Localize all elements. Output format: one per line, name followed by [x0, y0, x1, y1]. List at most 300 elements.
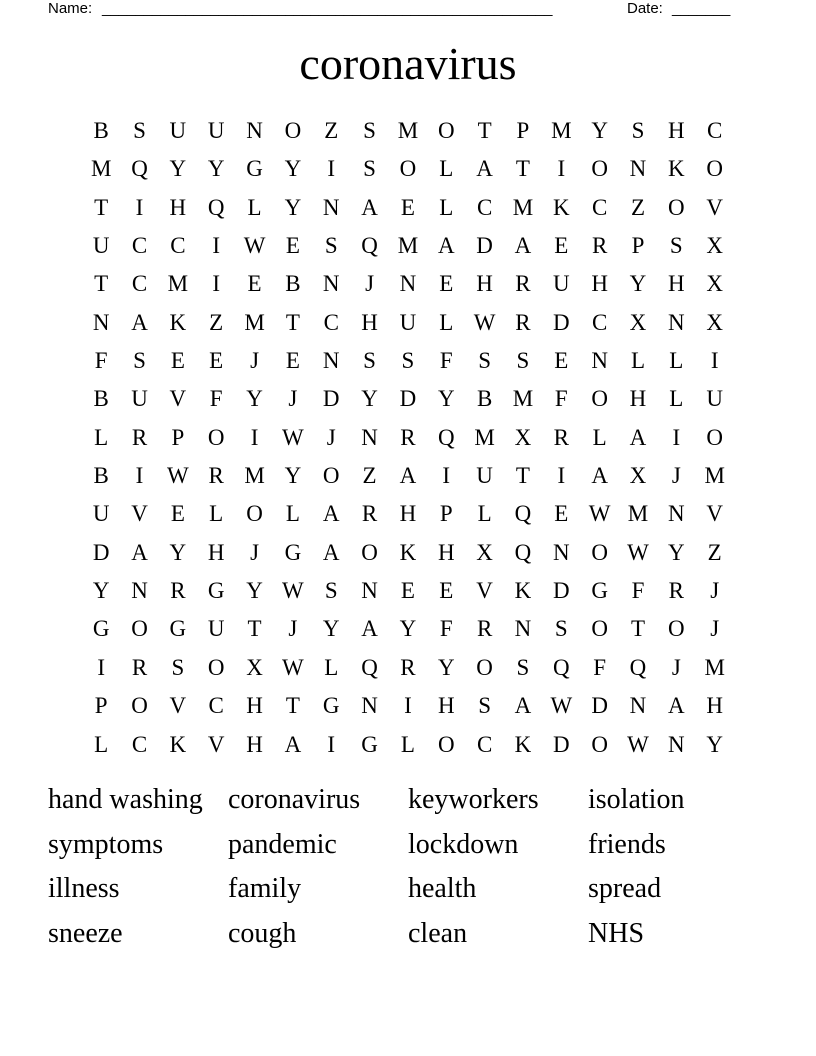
grid-letter[interactable]: D [552, 731, 570, 757]
grid-letter[interactable]: C [323, 309, 339, 335]
grid-letter[interactable]: U [207, 616, 225, 642]
grid-letter[interactable]: V [207, 731, 225, 757]
grid-letter[interactable]: X [514, 424, 532, 450]
grid-letter[interactable]: X [476, 539, 493, 565]
grid-letter[interactable]: A [437, 233, 455, 259]
grid-letter[interactable]: E [247, 271, 262, 297]
grid-letter[interactable]: X [706, 271, 723, 297]
grid-letter[interactable]: O [591, 156, 608, 182]
grid-letter[interactable]: H [246, 693, 263, 719]
grid-letter[interactable]: D [591, 693, 608, 719]
grid-letter[interactable]: I [327, 731, 336, 757]
grid-letter[interactable]: O [591, 616, 608, 642]
grid-letter[interactable]: A [399, 463, 417, 489]
grid-letter[interactable]: K [668, 156, 685, 182]
grid-letter[interactable]: Y [437, 386, 455, 412]
grid-letter[interactable]: F [94, 348, 108, 374]
grid-letter[interactable]: O [399, 156, 417, 182]
grid-letter[interactable]: K [169, 309, 187, 335]
grid-letter[interactable]: F [439, 348, 453, 374]
grid-letter[interactable]: E [285, 348, 300, 374]
grid-letter[interactable]: O [131, 693, 148, 719]
grid-letter[interactable]: M [512, 386, 534, 412]
grid-letter[interactable]: O [131, 616, 148, 642]
grid-letter[interactable]: W [627, 731, 649, 757]
grid-letter[interactable]: M [90, 156, 112, 182]
grid-letter[interactable]: S [631, 118, 645, 143]
grid-letter[interactable]: O [284, 118, 302, 143]
grid-letter[interactable]: A [514, 233, 532, 259]
grid-letter[interactable]: R [553, 424, 569, 450]
grid-letter[interactable]: Y [207, 156, 225, 182]
grid-letter[interactable]: Y [169, 539, 187, 565]
grid-letter[interactable]: A [629, 424, 647, 450]
grid-letter[interactable]: N [361, 424, 378, 450]
grid-letter[interactable]: M [244, 309, 265, 335]
grid-letter[interactable]: E [554, 233, 569, 259]
grid-letter[interactable]: T [630, 616, 646, 642]
grid-letter[interactable]: Q [131, 156, 148, 182]
grid-letter[interactable]: O [207, 424, 225, 450]
word-bank-item: symptoms [48, 828, 164, 860]
grid-letter[interactable]: L [439, 194, 454, 220]
grid-letter[interactable]: H [437, 693, 455, 719]
grid-letter[interactable]: D [322, 386, 340, 412]
grid-letter[interactable]: M [704, 654, 725, 680]
grid-letter[interactable]: X [629, 463, 647, 489]
grid-letter[interactable]: E [554, 348, 569, 374]
grid-letter[interactable]: H [668, 118, 685, 143]
grid-letter[interactable]: E [170, 348, 185, 374]
grid-letter[interactable]: G [361, 731, 378, 757]
grid-letter[interactable]: D [552, 578, 570, 604]
grid-letter[interactable]: A [668, 693, 685, 719]
grid-letter[interactable]: H [437, 539, 455, 565]
grid-letter[interactable]: A [322, 539, 340, 565]
grid-letter[interactable]: C [591, 309, 608, 335]
grid-letter[interactable]: S [324, 578, 338, 604]
grid-letter[interactable]: H [591, 271, 608, 297]
grid-letter[interactable]: G [246, 156, 263, 182]
grid-letter[interactable]: D [552, 309, 570, 335]
grid-letter[interactable]: P [439, 501, 453, 527]
grid-letter[interactable]: E [170, 501, 185, 527]
grid-letter[interactable]: I [672, 424, 681, 450]
grid-letter[interactable]: H [629, 386, 647, 412]
grid-letter[interactable]: R [668, 578, 684, 604]
grid-letter[interactable]: I [97, 654, 105, 680]
grid-letter[interactable]: Y [399, 616, 417, 642]
grid-letter[interactable]: W [282, 424, 304, 450]
grid-letter[interactable]: R [591, 233, 608, 259]
grid-letter[interactable]: Q [207, 194, 225, 220]
grid-letter[interactable]: S [478, 693, 491, 719]
grid-letter[interactable]: K [552, 194, 570, 220]
grid-letter[interactable]: F [209, 386, 223, 412]
grid-letter[interactable]: G [284, 539, 302, 565]
date-field-line[interactable]: _______ [672, 0, 731, 17]
grid-letter[interactable]: Y [92, 578, 110, 604]
grid-letter[interactable]: U [207, 118, 225, 143]
grid-letter[interactable]: J [288, 386, 298, 412]
grid-letter[interactable]: T [94, 194, 109, 220]
grid-letter[interactable]: N [361, 578, 378, 604]
grid-letter[interactable]: J [710, 578, 720, 604]
grid-letter[interactable]: A [476, 156, 493, 182]
grid-letter[interactable]: A [361, 616, 378, 642]
grid-letter[interactable]: S [133, 118, 146, 143]
grid-letter[interactable]: R [400, 424, 416, 450]
grid-letter[interactable]: N [552, 539, 570, 565]
grid-letter[interactable]: N [322, 194, 340, 220]
grid-letter[interactable]: V [706, 501, 723, 527]
grid-letter[interactable]: Q [552, 654, 570, 680]
grid-letter[interactable]: X [706, 309, 723, 335]
grid-letter[interactable]: B [285, 271, 301, 297]
grid-letter[interactable]: T [515, 463, 530, 489]
grid-letter[interactable]: N [668, 309, 685, 335]
grid-letter[interactable]: S [133, 348, 146, 374]
grid-letter[interactable]: Q [361, 654, 378, 680]
grid-letter[interactable]: C [131, 731, 148, 757]
grid-letter[interactable]: H [476, 271, 493, 297]
grid-letter[interactable]: W [282, 578, 304, 604]
grid-letter[interactable]: I [212, 271, 221, 297]
word-bank-item: friends [588, 828, 666, 860]
grid-letter[interactable]: D [476, 233, 493, 259]
grid-letter[interactable]: S [478, 348, 491, 374]
grid-letter[interactable]: C [707, 118, 723, 143]
grid-letter[interactable]: T [247, 616, 262, 642]
grid-letter[interactable]: Y [437, 654, 455, 680]
header-line [48, 0, 740, 20]
grid-letter[interactable]: W [627, 539, 649, 565]
grid-letter[interactable]: T [285, 693, 300, 719]
grid-letter[interactable]: I [557, 156, 566, 182]
grid-letter[interactable]: F [554, 386, 568, 412]
word-bank-item: sneeze [48, 918, 123, 950]
grid-letter[interactable]: J [326, 424, 336, 450]
grid-letter[interactable]: J [250, 348, 260, 374]
grid-letter[interactable]: W [167, 463, 189, 489]
grid-letter[interactable]: L [247, 194, 262, 220]
grid-letter[interactable]: I [135, 463, 144, 489]
grid-letter[interactable]: R [361, 501, 378, 527]
name-field-line[interactable]: ______________________________________________________ [102, 0, 553, 17]
grid-letter[interactable]: G [169, 616, 187, 642]
grid-letter[interactable]: I [212, 233, 221, 259]
grid-letter[interactable]: I [404, 693, 412, 719]
grid-letter[interactable]: Q [361, 233, 378, 259]
grid-letter[interactable]: M [551, 118, 572, 143]
grid-letter[interactable]: J [288, 616, 298, 642]
grid-letter[interactable]: R [515, 309, 531, 335]
grid-letter[interactable]: B [93, 118, 109, 143]
grid-letter[interactable]: S [669, 233, 683, 259]
grid-letter[interactable]: H [399, 501, 417, 527]
grid-letter[interactable]: X [629, 309, 647, 335]
grid-letter[interactable]: G [322, 693, 340, 719]
grid-letter[interactable]: S [363, 156, 376, 182]
name-label: Name: [48, 0, 93, 17]
grid-letter[interactable]: C [591, 194, 608, 220]
grid-letter[interactable]: U [92, 501, 110, 527]
grid-letter[interactable]: E [209, 348, 224, 374]
grid-letter[interactable]: S [171, 654, 185, 680]
grid-letter[interactable]: G [591, 578, 608, 604]
grid-letter[interactable]: S [401, 348, 415, 374]
grid-letter[interactable]: V [131, 501, 148, 527]
grid-letter[interactable]: U [131, 386, 148, 412]
grid-letter[interactable]: Y [361, 386, 378, 412]
grid-letter[interactable]: O [437, 731, 455, 757]
grid-letter[interactable]: H [169, 194, 187, 220]
grid-letter[interactable]: B [476, 386, 493, 412]
grid-letter[interactable]: R [400, 654, 416, 680]
grid-letter[interactable]: G [92, 616, 110, 642]
grid-letter[interactable]: S [516, 654, 530, 680]
grid-letter[interactable]: E [285, 233, 300, 259]
grid-letter[interactable]: A [361, 194, 378, 220]
grid-letter[interactable]: A [284, 731, 302, 757]
grid-letter[interactable]: L [209, 501, 224, 527]
grid-letter[interactable]: O [476, 654, 493, 680]
grid-letter[interactable]: K [514, 731, 532, 757]
grid-letter[interactable]: Y [591, 118, 608, 143]
grid-letter[interactable]: M [167, 271, 189, 297]
grid-letter[interactable]: T [477, 118, 492, 143]
grid-letter[interactable]: F [439, 616, 453, 642]
grid-letter[interactable]: B [93, 386, 109, 412]
grid-letter[interactable]: A [131, 309, 148, 335]
grid-letter[interactable]: Z [630, 194, 646, 220]
grid-letter[interactable]: L [400, 731, 415, 757]
grid-letter[interactable]: O [706, 156, 723, 182]
grid-letter[interactable]: P [171, 424, 185, 450]
grid-letter[interactable]: O [361, 539, 378, 565]
grid-letter[interactable]: Y [706, 731, 723, 757]
grid-letter[interactable]: N [92, 309, 110, 335]
grid-letter[interactable]: S [363, 348, 376, 374]
grid-letter[interactable]: M [397, 118, 419, 143]
grid-letter[interactable]: C [131, 233, 148, 259]
grid-letter[interactable]: N [131, 578, 148, 604]
grid-letter[interactable]: W [243, 233, 266, 259]
grid-letter[interactable]: H [246, 731, 263, 757]
grid-letter[interactable]: R [208, 463, 224, 489]
grid-letter[interactable]: S [324, 233, 338, 259]
grid-letter[interactable]: T [285, 309, 300, 335]
grid-letter[interactable]: C [208, 693, 224, 719]
grid-letter[interactable]: M [627, 501, 649, 527]
grid-letter[interactable]: J [710, 616, 720, 642]
grid-letter[interactable]: C [476, 731, 493, 757]
grid-letter[interactable]: A [322, 501, 340, 527]
grid-letter[interactable]: L [439, 156, 454, 182]
word-bank-item: spread [588, 873, 662, 905]
word-bank-item: health [408, 873, 477, 905]
grid-letter[interactable]: M [244, 463, 265, 489]
grid-letter[interactable]: E [439, 578, 454, 604]
grid-letter[interactable]: N [514, 616, 532, 642]
grid-letter[interactable]: O [591, 731, 608, 757]
grid-letter[interactable]: R [131, 424, 148, 450]
grid-letter[interactable]: P [631, 233, 645, 259]
grid-letter[interactable]: R [476, 616, 493, 642]
grid-letter[interactable]: W [473, 309, 496, 335]
grid-letter[interactable]: H [706, 693, 723, 719]
grid-letter[interactable]: Y [169, 156, 187, 182]
grid-letter[interactable]: L [669, 348, 684, 374]
grid-letter[interactable]: M [512, 194, 534, 220]
grid-letter[interactable]: I [442, 463, 451, 489]
grid-letter[interactable]: S [554, 616, 568, 642]
grid-letter[interactable]: E [400, 578, 415, 604]
grid-letter[interactable]: N [322, 271, 340, 297]
grid-letter[interactable]: O [706, 424, 723, 450]
grid-letter[interactable]: M [397, 233, 419, 259]
grid-letter[interactable]: J [671, 463, 681, 489]
grid-letter[interactable]: R [170, 578, 186, 604]
word-bank-item: hand washing [48, 784, 203, 815]
grid-letter[interactable]: I [135, 194, 144, 220]
grid-letter[interactable]: Q [629, 654, 647, 680]
grid-letter[interactable]: Z [324, 118, 339, 143]
grid-letter[interactable]: S [363, 118, 376, 143]
grid-letter[interactable]: V [706, 194, 723, 220]
grid-letter[interactable]: U [92, 233, 110, 259]
grid-letter[interactable]: H [668, 271, 685, 297]
grid-letter[interactable]: N [361, 693, 378, 719]
grid-letter[interactable]: K [514, 578, 532, 604]
grid-letter[interactable]: A [591, 463, 608, 489]
grid-letter[interactable]: D [92, 539, 110, 565]
grid-letter[interactable]: E [554, 501, 569, 527]
grid-letter[interactable]: B [93, 463, 109, 489]
grid-letter[interactable]: Y [284, 194, 302, 220]
grid-letter[interactable]: Z [707, 539, 722, 565]
grid-letter[interactable]: X [706, 233, 723, 259]
grid-letter[interactable]: C [131, 271, 148, 297]
grid-letter[interactable]: N [246, 118, 263, 143]
grid-letter[interactable]: O [668, 194, 685, 220]
grid-letter[interactable]: L [94, 731, 109, 757]
grid-letter[interactable]: F [593, 654, 607, 680]
grid-letter[interactable]: O [246, 501, 263, 527]
grid-letter[interactable]: L [439, 309, 454, 335]
grid-letter[interactable]: N [399, 271, 417, 297]
grid-letter[interactable]: Y [284, 463, 302, 489]
grid-letter[interactable]: G [207, 578, 225, 604]
grid-letter[interactable]: O [437, 118, 455, 143]
grid-letter[interactable]: U [399, 309, 417, 335]
grid-letter[interactable]: L [94, 424, 109, 450]
grid-letter[interactable]: F [631, 578, 645, 604]
grid-letter[interactable]: J [671, 654, 681, 680]
grid-letter[interactable]: I [327, 156, 336, 182]
grid-letter[interactable]: X [246, 654, 263, 680]
grid-letter[interactable]: H [361, 309, 378, 335]
grid-letter[interactable]: Y [284, 156, 302, 182]
grid-letter[interactable]: L [592, 424, 607, 450]
grid-letter[interactable]: I [710, 348, 719, 374]
grid-letter[interactable]: L [285, 501, 300, 527]
grid-letter[interactable]: N [668, 731, 685, 757]
grid-letter[interactable]: Y [246, 386, 263, 412]
grid-letter[interactable]: Y [668, 539, 685, 565]
grid-letter[interactable]: N [591, 348, 608, 374]
grid-letter[interactable]: T [515, 156, 530, 182]
grid-letter[interactable]: P [94, 693, 108, 719]
grid-letter[interactable]: I [557, 463, 566, 489]
grid-letter[interactable]: E [439, 271, 454, 297]
grid-letter[interactable]: W [282, 654, 304, 680]
page-title: coronavirus [299, 38, 517, 89]
grid-letter[interactable]: C [170, 233, 186, 259]
grid-letter[interactable]: L [669, 386, 684, 412]
grid-letter[interactable]: T [94, 271, 109, 297]
grid-letter[interactable]: Q [514, 501, 532, 527]
grid-letter[interactable]: W [550, 693, 573, 719]
grid-letter[interactable]: Y [322, 616, 340, 642]
grid-letter[interactable]: R [131, 654, 148, 680]
grid-letter[interactable]: N [322, 348, 340, 374]
grid-letter[interactable]: U [476, 463, 493, 489]
grid-letter[interactable]: Y [629, 271, 647, 297]
grid-letter[interactable]: O [591, 386, 608, 412]
grid-letter[interactable]: M [474, 424, 495, 450]
grid-letter[interactable]: U [169, 118, 187, 143]
grid-letter[interactable]: H [207, 539, 225, 565]
grid-letter[interactable]: W [588, 501, 611, 527]
grid-letter[interactable]: L [477, 501, 492, 527]
grid-letter[interactable]: V [476, 578, 493, 604]
grid-letter[interactable]: E [400, 194, 415, 220]
grid-letter[interactable]: A [131, 539, 148, 565]
grid-letter[interactable]: Z [362, 463, 377, 489]
grid-letter[interactable]: M [704, 463, 725, 489]
grid-letter[interactable]: A [514, 693, 532, 719]
grid-letter[interactable]: O [668, 616, 685, 642]
grid-letter[interactable]: C [476, 194, 493, 220]
grid-letter[interactable]: K [399, 539, 417, 565]
grid-letter[interactable]: O [207, 654, 225, 680]
grid-letter[interactable]: N [629, 156, 647, 182]
grid-letter[interactable]: V [169, 386, 187, 412]
grid-letter[interactable]: Q [437, 424, 455, 450]
grid-letter[interactable]: O [322, 463, 340, 489]
grid-letter[interactable]: L [324, 654, 339, 680]
grid-letter[interactable]: U [552, 271, 570, 297]
grid-letter[interactable]: S [516, 348, 530, 374]
grid-letter[interactable]: K [169, 731, 187, 757]
grid-letter[interactable]: P [516, 118, 530, 143]
grid-letter[interactable]: Y [246, 578, 263, 604]
grid-letter[interactable]: R [515, 271, 531, 297]
grid-letter[interactable]: N [668, 501, 685, 527]
grid-letter[interactable]: D [399, 386, 417, 412]
grid-letter[interactable]: Q [514, 539, 532, 565]
grid-letter[interactable]: I [250, 424, 259, 450]
grid-letter[interactable]: U [706, 386, 723, 412]
grid-letter[interactable]: L [630, 348, 646, 374]
grid-letter[interactable]: Z [209, 309, 224, 335]
grid-letter[interactable]: J [365, 271, 375, 297]
grid-letter[interactable]: O [591, 539, 608, 565]
grid-letter[interactable]: V [169, 693, 187, 719]
grid-letter[interactable]: J [250, 539, 260, 565]
grid-letter[interactable]: N [629, 693, 647, 719]
